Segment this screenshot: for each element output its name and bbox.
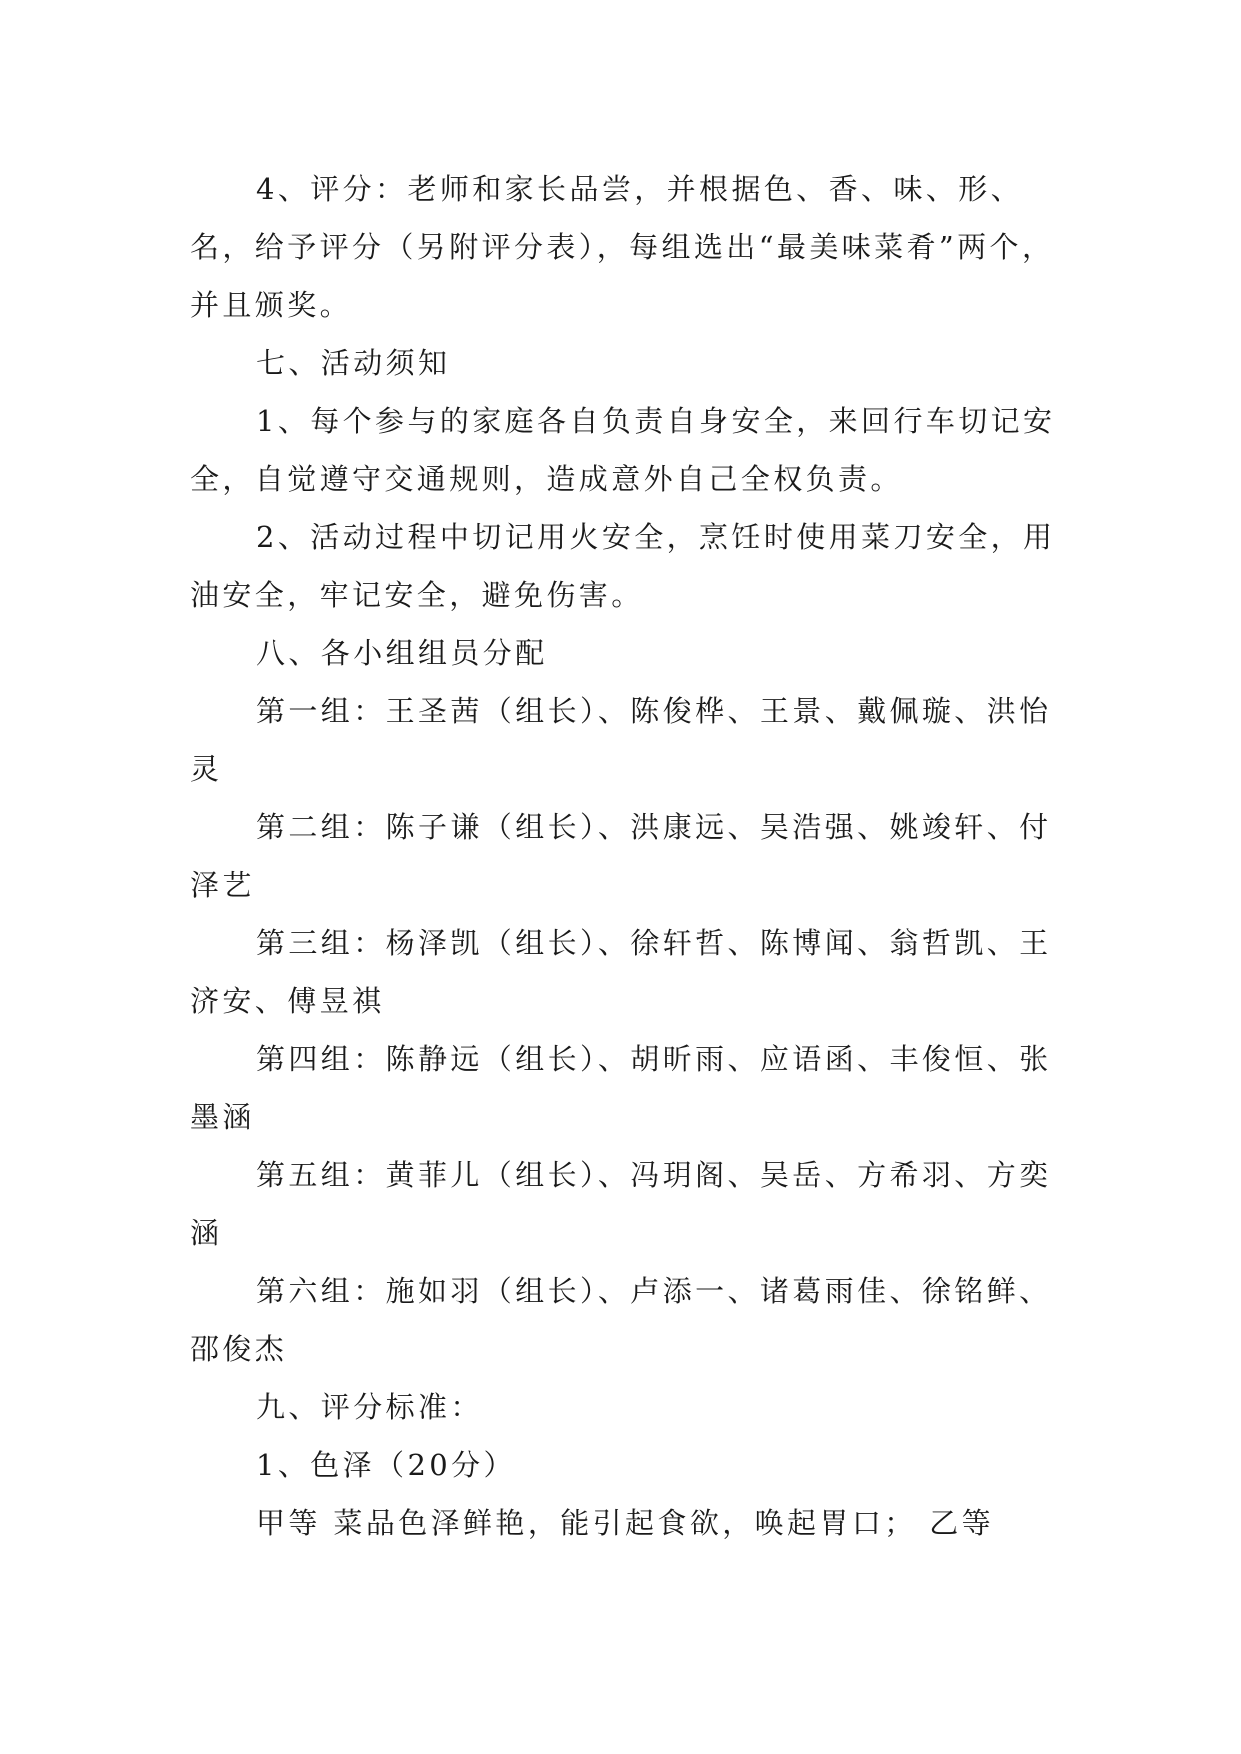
document-body xyxy=(190,160,1060,1552)
paragraph-cooking-safety: 2、活动过程中切记用火安全，烹饪时使用菜刀安全，用油安全，牢记安全，避免伤害。 xyxy=(190,520,1056,612)
paragraph-group-4: 第四组：陈静远（组长）、胡昕雨、应语函、丰俊恒、张墨涵 xyxy=(190,1042,1052,1134)
paragraph-group-3: 第三组：杨泽凯（组长）、徐轩哲、陈博闻、翁哲凯、王济安、傅昱祺 xyxy=(190,926,1052,1018)
paragraph-color-criterion: 1、色泽（20分） xyxy=(256,1448,516,1482)
paragraph-group-2: 第二组：陈子谦（组长）、洪康远、吴浩强、姚竣轩、付泽艺 xyxy=(190,810,1052,902)
paragraph-group-5: 第五组：黄菲儿（组长）、冯玥阁、吴岳、方希羽、方奕涵 xyxy=(190,1158,1052,1250)
paragraph-travel-safety: 1、每个参与的家庭各自负责自身安全，来回行车切记安全，自觉遵守交通规则，造成意外自己全权负责。 xyxy=(190,404,1056,496)
heading-scoring-criteria: 九、评分标准： xyxy=(256,1390,483,1424)
paragraph-scoring-method: 4、评分：老师和家长品尝，并根据色、香、味、形、名，给予评分（另附评分表），每组选出“最美味菜肴”两个，并且颁奖。 xyxy=(190,172,1055,322)
paragraph-group-1: 第一组：王圣茜（组长）、陈俊桦、王景、戴佩璇、洪怡灵 xyxy=(190,694,1052,786)
paragraph-group-6: 第六组：施如羽（组长）、卢添一、诸葛雨佳、徐铭鲜、邵俊杰 xyxy=(190,1274,1052,1366)
heading-activity-notice: 七、活动须知 xyxy=(256,346,451,380)
paragraph-grade-a-color: 甲等 菜品色泽鲜艳，能引起食欲，唤起胃口； 乙等 xyxy=(256,1506,995,1540)
heading-group-assignment: 八、各小组组员分配 xyxy=(256,636,548,670)
